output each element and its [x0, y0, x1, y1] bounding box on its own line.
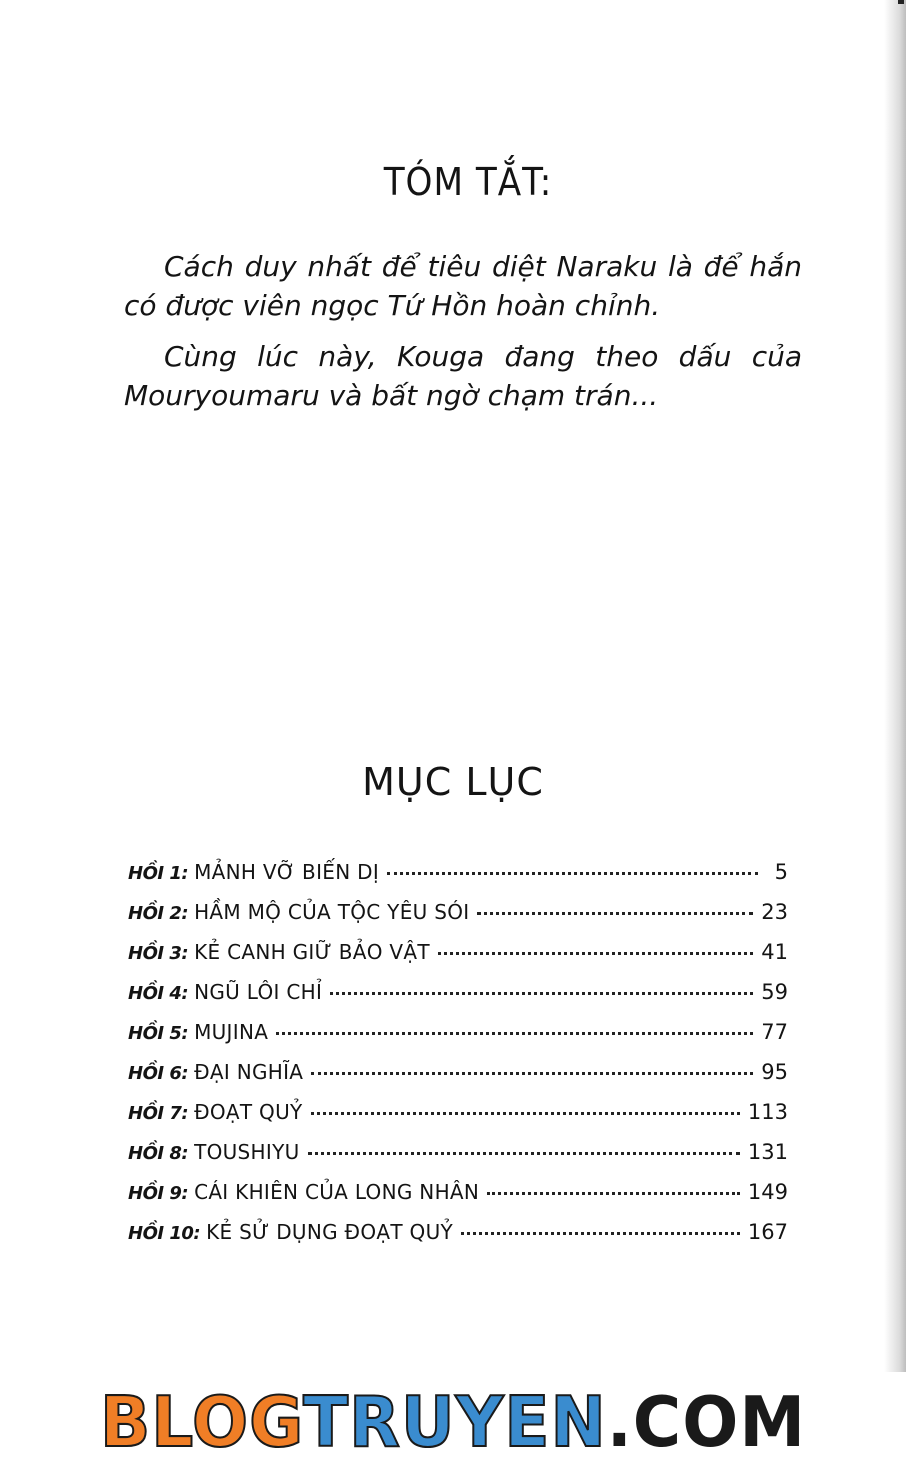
toc-chapter-number: HỒI 7:: [128, 1103, 189, 1124]
toc-chapter-name: NGŨ LÔI CHỈ: [194, 980, 323, 1004]
scan-corner-mark: [898, 0, 904, 4]
toc-page-number: 5: [774, 860, 788, 884]
toc-chapter-name: KẺ CANH GIỮ BẢO VẬT: [194, 940, 430, 964]
watermark-banner: [0, 1372, 906, 1474]
toc-chapter-name: ĐOẠT QUỶ: [194, 1100, 303, 1124]
toc-page-number: 131: [747, 1140, 788, 1164]
toc-entry[interactable]: [128, 940, 788, 980]
toc-page-number: 149: [747, 1180, 788, 1204]
toc-leader-dots: [311, 1112, 740, 1115]
toc-entry[interactable]: [128, 1220, 788, 1260]
toc-leader-dots: [276, 1032, 753, 1035]
toc-chapter-number: HỒI 2:: [128, 903, 189, 924]
toc-chapter-name: TOUSHIYU: [194, 1140, 300, 1164]
toc-chapter-number: HỒI 5:: [128, 1023, 189, 1044]
toc-entry[interactable]: [128, 980, 788, 1020]
toc-entry[interactable]: [128, 1020, 788, 1060]
table-of-contents: [128, 860, 788, 1260]
toc-chapter-number: HỒI 8:: [128, 1143, 189, 1164]
blogtruyen-logo[interactable]: [100, 1382, 806, 1463]
toc-leader-dots: [387, 872, 758, 875]
summary-line: Mouryoumaru và bất ngờ chạm trán...: [124, 379, 659, 412]
toc-page-number: 113: [747, 1100, 788, 1124]
toc-chapter-number: HỒI 6:: [128, 1063, 189, 1084]
toc-chapter-number: HỒI 3:: [128, 943, 189, 964]
summary-line: Cách duy nhất để tiêu diệt Naraku là để hắn: [164, 250, 802, 283]
toc-chapter-name: MUJINA: [194, 1020, 269, 1044]
page-gutter-shadow: [884, 0, 906, 1372]
toc-chapter-number: HỒI 10:: [128, 1223, 201, 1244]
toc-chapter-name: HẦM MỘ CỦA TỘC YÊU SÓI: [194, 900, 470, 924]
toc-leader-dots: [461, 1232, 740, 1235]
toc-leader-dots: [330, 992, 753, 995]
toc-page-number: 59: [761, 980, 788, 1004]
summary-line: Cùng lúc này, Kouga đang theo dấu của: [164, 340, 802, 373]
toc-chapter-name: ĐẠI NGHĨA: [194, 1060, 304, 1084]
toc-chapter-name: CÁI KHIÊN CỦA LONG NHÂN: [194, 1180, 480, 1204]
toc-page-number: 167: [747, 1220, 788, 1244]
toc-leader-dots: [477, 912, 753, 915]
summary-line: có được viên ngọc Tứ Hồn hoàn chỉnh.: [124, 289, 661, 322]
toc-entry[interactable]: [128, 1180, 788, 1220]
summary-paragraph-1: [124, 247, 802, 325]
toc-chapter-number: HỒI 9:: [128, 1183, 189, 1204]
toc-chapter-name: MẢNH VỠ BIẾN DỊ: [194, 860, 380, 884]
logo-part-blog: BLOG: [100, 1382, 304, 1463]
toc-entry[interactable]: [128, 860, 788, 900]
toc-page-number: 41: [761, 940, 788, 964]
toc-title: MỤC LỤC: [362, 760, 544, 804]
toc-entry[interactable]: [128, 900, 788, 940]
logo-part-com: .COM: [606, 1382, 806, 1463]
toc-page-number: 95: [761, 1060, 788, 1084]
toc-leader-dots: [311, 1072, 753, 1075]
toc-entry[interactable]: [128, 1140, 788, 1180]
toc-entry[interactable]: [128, 1060, 788, 1100]
toc-leader-dots: [308, 1152, 740, 1155]
toc-chapter-name: KẺ SỬ DỤNG ĐOẠT QUỶ: [206, 1220, 454, 1244]
summary-title: TÓM TẮT:: [383, 160, 553, 204]
toc-entry[interactable]: [128, 1100, 788, 1140]
toc-chapter-number: HỒI 1:: [128, 863, 189, 884]
logo-part-truyen: TRUYEN: [303, 1382, 607, 1463]
toc-chapter-number: HỒI 4:: [128, 983, 189, 1004]
summary-paragraph-2: [124, 337, 802, 415]
toc-leader-dots: [487, 1192, 740, 1195]
toc-page-number: 77: [761, 1020, 788, 1044]
toc-page-number: 23: [761, 900, 788, 924]
toc-leader-dots: [438, 952, 753, 955]
